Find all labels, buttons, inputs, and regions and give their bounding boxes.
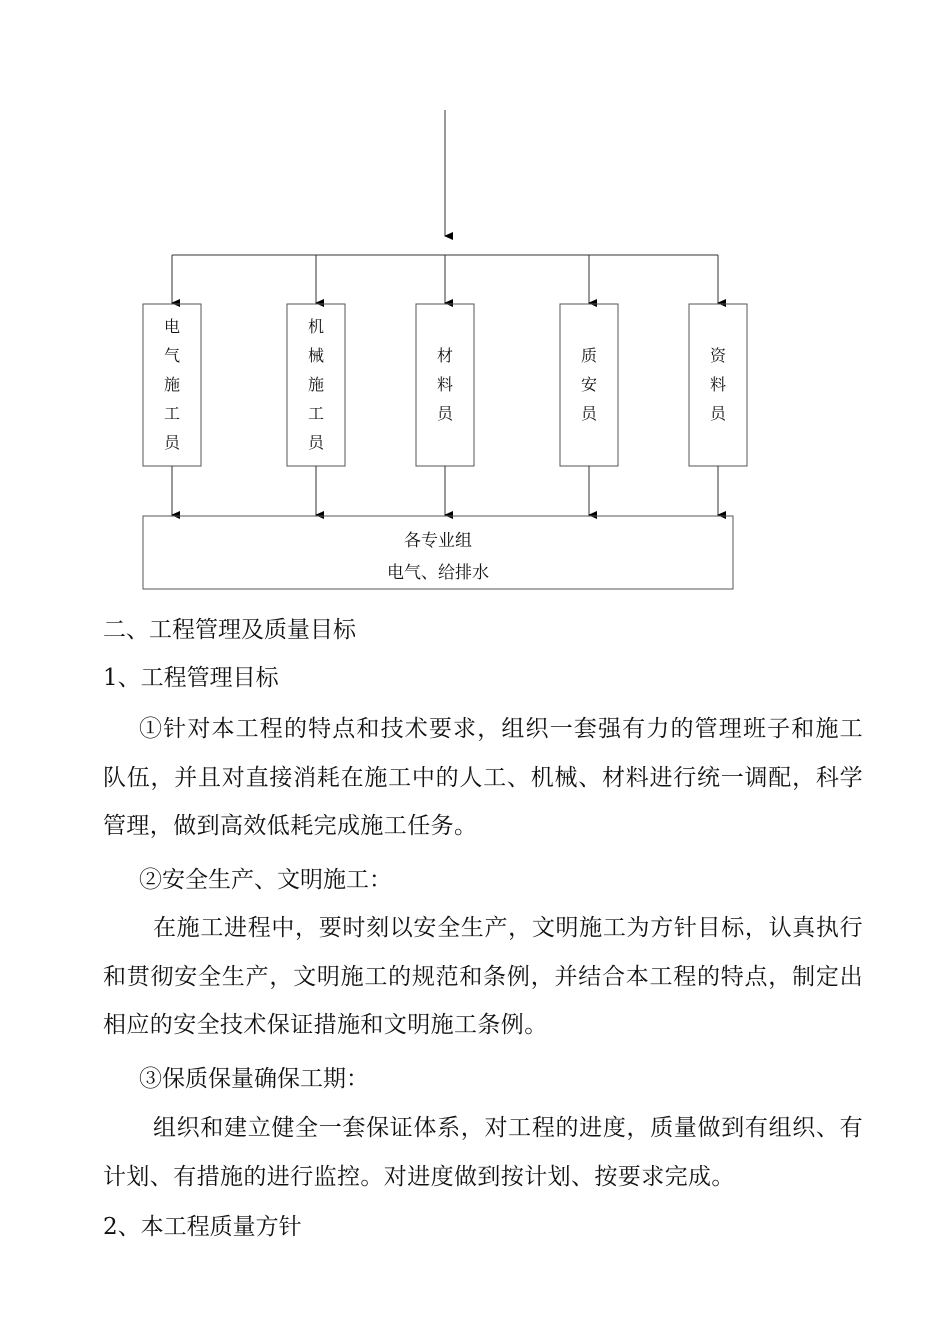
item-safety-title: ②安全生产、文明施工： xyxy=(139,867,392,893)
role-label-electrical xyxy=(143,312,201,457)
role-label-documents xyxy=(689,341,747,428)
role-label-char: 料 xyxy=(709,375,726,394)
role-label-char: 员 xyxy=(436,404,453,423)
paragraph-management: ①针对本工程的特点和技术要求，组织一套强有力的管理班子和施工队伍，并且对直接消耗在施工中的人工、机械、材料进行统一调配，科学管理，做到高效低耗完成施工任务。 xyxy=(103,716,863,839)
paragraph-safety: 在施工进程中，要时刻以安全生产，文明施工为方针目标，认真执行和贯彻安全生产，文明施工的规范和条例，并结合本工程的特点，制定出相应的安全技术保证措施和文明施工条例。 xyxy=(103,915,863,1038)
section-heading: 二、工程管理及质量目标 xyxy=(103,617,356,643)
role-label-char: 员 xyxy=(709,404,726,423)
role-label-mechanical xyxy=(287,312,345,457)
role-label-char: 员 xyxy=(163,433,180,452)
role-label-char: 材 xyxy=(436,346,453,365)
org-chart xyxy=(0,0,950,600)
group-label-1: 各专业组 xyxy=(404,531,472,551)
role-label-materials xyxy=(416,341,474,428)
role-label-char: 安 xyxy=(580,375,597,394)
role-label-char: 员 xyxy=(580,404,597,423)
role-label-char: 气 xyxy=(163,346,180,365)
role-label-char: 电 xyxy=(163,317,180,336)
role-label-char: 工 xyxy=(307,404,324,423)
role-label-char: 工 xyxy=(163,404,180,423)
role-label-char: 资 xyxy=(709,346,726,365)
role-label-char: 施 xyxy=(163,375,180,394)
role-label-char: 施 xyxy=(307,375,324,394)
role-label-char: 机 xyxy=(307,317,324,336)
role-label-quality-safety xyxy=(560,341,618,428)
sub-heading-management: 1、工程管理目标 xyxy=(103,665,279,691)
group-label-2: 电气、给排水 xyxy=(387,563,489,583)
role-label-char: 质 xyxy=(580,346,597,365)
item-schedule-title: ③保质保量确保工期： xyxy=(139,1066,369,1092)
sub-heading-quality: 2、本工程质量方针 xyxy=(103,1214,302,1240)
role-label-char: 械 xyxy=(307,346,324,365)
role-label-char: 料 xyxy=(436,375,453,394)
role-label-char: 员 xyxy=(307,433,324,452)
paragraph-schedule: 组织和建立健全一套保证体系，对工程的进度，质量做到有组织、有计划、有措施的进行监控。对进度做到按计划、按要求完成。 xyxy=(103,1115,863,1190)
